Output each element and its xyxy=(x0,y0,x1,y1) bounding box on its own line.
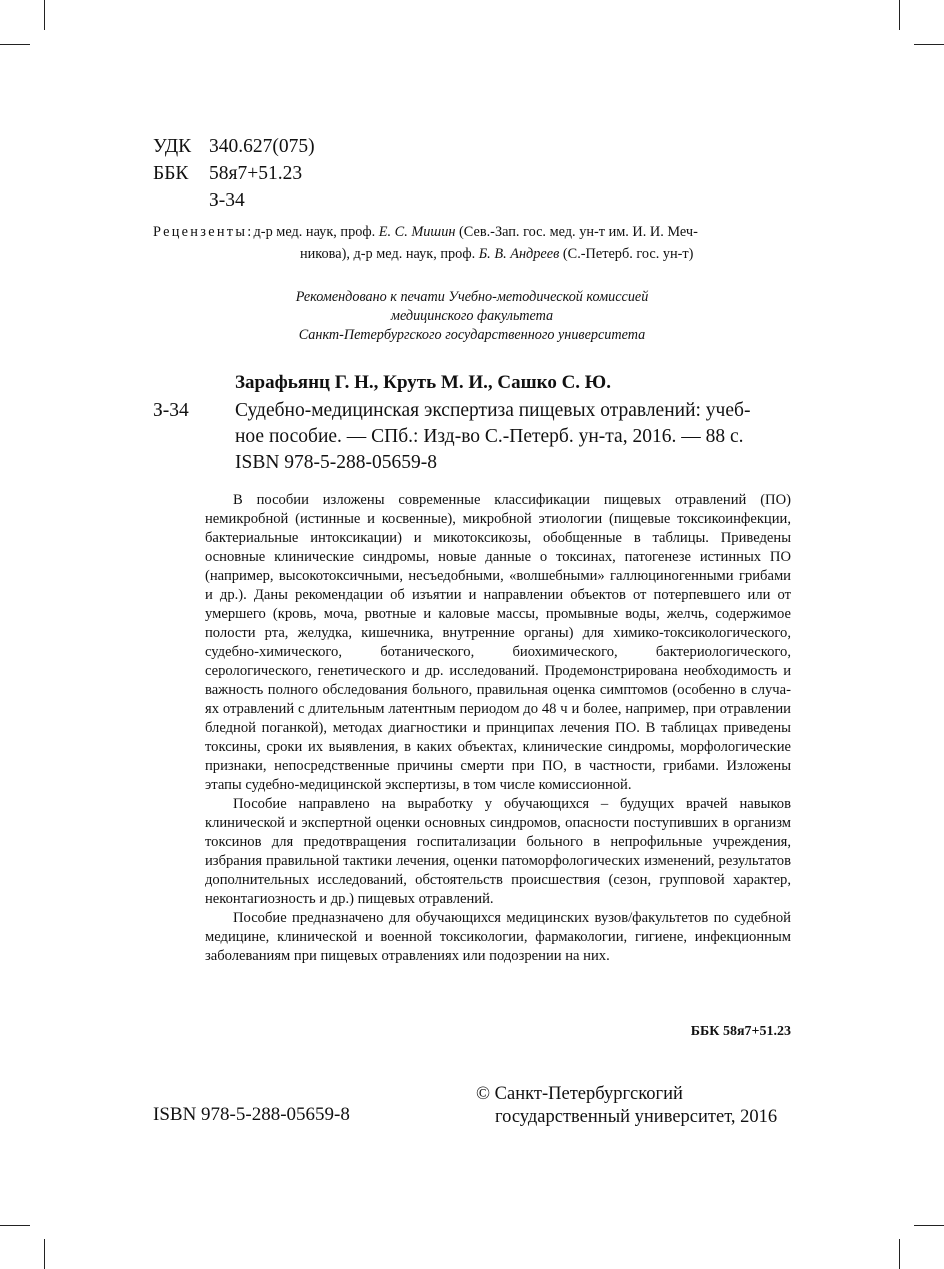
record-isbn: ISBN 978-5-288-05659-8 xyxy=(235,452,438,473)
reviewers-line-2 xyxy=(153,243,793,265)
reviewers-text: (Сев.-Зап. гос. мед. ун-т им. И. И. Меч- xyxy=(455,224,698,240)
classification-block xyxy=(153,133,315,214)
copyright-block xyxy=(476,1083,777,1129)
bbk-label: ББК xyxy=(153,163,189,184)
authors: Зарафьянц Г. Н., Круть М. И., Сашко С. Ю. xyxy=(235,372,611,393)
udk-label: УДК xyxy=(153,136,192,157)
crop-mark xyxy=(0,1225,30,1226)
reviewers-label: Рецензенты: xyxy=(153,224,254,240)
udk-line xyxy=(153,133,315,160)
author-mark: З-34 xyxy=(209,190,245,211)
reviewers-text: д-р мед. наук, проф. xyxy=(253,224,379,240)
recommendation-line: медицинского факультета xyxy=(390,308,554,324)
author-mark-line xyxy=(153,187,315,214)
record-line: Судебно-медицинская экспертиза пищевых отравлений: учеб- xyxy=(235,400,751,421)
abstract-paragraph: В пособии изложены современные классификации пищевых отравлений (ПО) немикробной (истинные и косвенные), микробной этиологии (пищевые токсикоинфекции, бактериальные интоксикации) и микотоксикозы, обобщенные в таблицы. Приведены основные клинические синдромы, новые данные о токсинах, патогенезе истинных ПО (например, высокотоксичными, несъедобными, «волшебными» галлюциногенными грибами и др.). Даны рекомендации об изъятии и направлении объектов от потерпевшего или от умершего (кровь, моча, рвотные и каловые массы, промывные воды, желчь, содержимое полости рта, желудка, кишечника, внутренние органы) для химико-токсикологического, судебно-химического, ботанического, биохимического, бактериологического, серологического, генетического и др. исследований. Продемонстрирована необходимость и важность полного обследования больного, правильная оценка симптомов (особенно в случаях отравлений с длительным латентным периодом до 48 ч и более, например, при отравлении бледной поганкой), методах диагностики и принципах лечения ПО. В таблицах приведены токсины, сроки их выявления, в каких объектах, клинические синдромы, морфологические признаки, непосредственные причины смерти при ПО, в частности, грибами. Изложены этапы судебно-медицинской экспертизы, в том числе комиссионной. xyxy=(205,492,791,793)
copyright-line: © Санкт-Петербургскогий xyxy=(476,1084,683,1104)
abstract-paragraph: Пособие направлено на выработку у обучающихся – будущих врачей навыков клинической и экспертной оценки основных синдромов, опасности поступивших в организм токсинов для предотвращения госпитализации больного в непрофильные учреждения, избрания правильной тактики лечения, оценки патоморфологических изменений, результатов дополнительных исследований, обстоятельств происшествия (сезон, групповой характер, неконтагиозность и др.) пищевых отравлений. xyxy=(205,796,791,907)
reviewers-block xyxy=(153,221,793,265)
recommendation-line: Санкт-Петербургского государственного университета xyxy=(298,327,646,343)
record-line: ное пособие. — СПб.: Изд-во С.-Петерб. ун-та, 2016. — 88 с. xyxy=(235,426,744,447)
crop-mark xyxy=(44,1239,45,1269)
crop-mark xyxy=(914,44,944,45)
udk-value: 340.627(075) xyxy=(209,136,315,157)
reviewer-2-name: Б. В. Андреев xyxy=(478,246,560,262)
crop-mark xyxy=(899,1239,900,1269)
reviewer-1-name: Е. С. Мишин xyxy=(378,224,456,240)
reviewers-line-1 xyxy=(153,221,793,243)
recommendation-block xyxy=(210,288,734,345)
bbk-value: 58я7+51.23 xyxy=(209,163,303,184)
bbk-line xyxy=(153,160,315,187)
crop-mark xyxy=(899,0,900,30)
recommendation-line: Рекомендовано к печати Учебно-методической комиссией xyxy=(295,289,649,305)
bibliographic-record xyxy=(235,398,750,476)
reviewers-text: никова), д-р мед. наук, проф. xyxy=(300,246,479,262)
abstract-paragraph: Пособие предназначено для обучающихся медицинских вузов/факультетов по судебной медицине, клинической и военной токсикологии, фармакологии, гигиене, инфекционным заболеваниям при пищевых отравлениях или подозрении на них. xyxy=(205,910,791,964)
copyright-line: государственный университет, 2016 xyxy=(495,1107,778,1127)
crop-mark xyxy=(914,1225,944,1226)
footer-isbn: ISBN 978-5-288-05659-8 xyxy=(153,1104,350,1125)
crop-mark xyxy=(44,0,45,30)
crop-mark xyxy=(0,44,30,45)
catalog-mark: З-34 xyxy=(153,400,189,421)
reviewers-text: (С.-Петерб. гос. ун-т) xyxy=(559,246,694,262)
abstract xyxy=(205,491,791,966)
bbk-footer: ББК 58я7+51.23 xyxy=(690,1024,791,1039)
